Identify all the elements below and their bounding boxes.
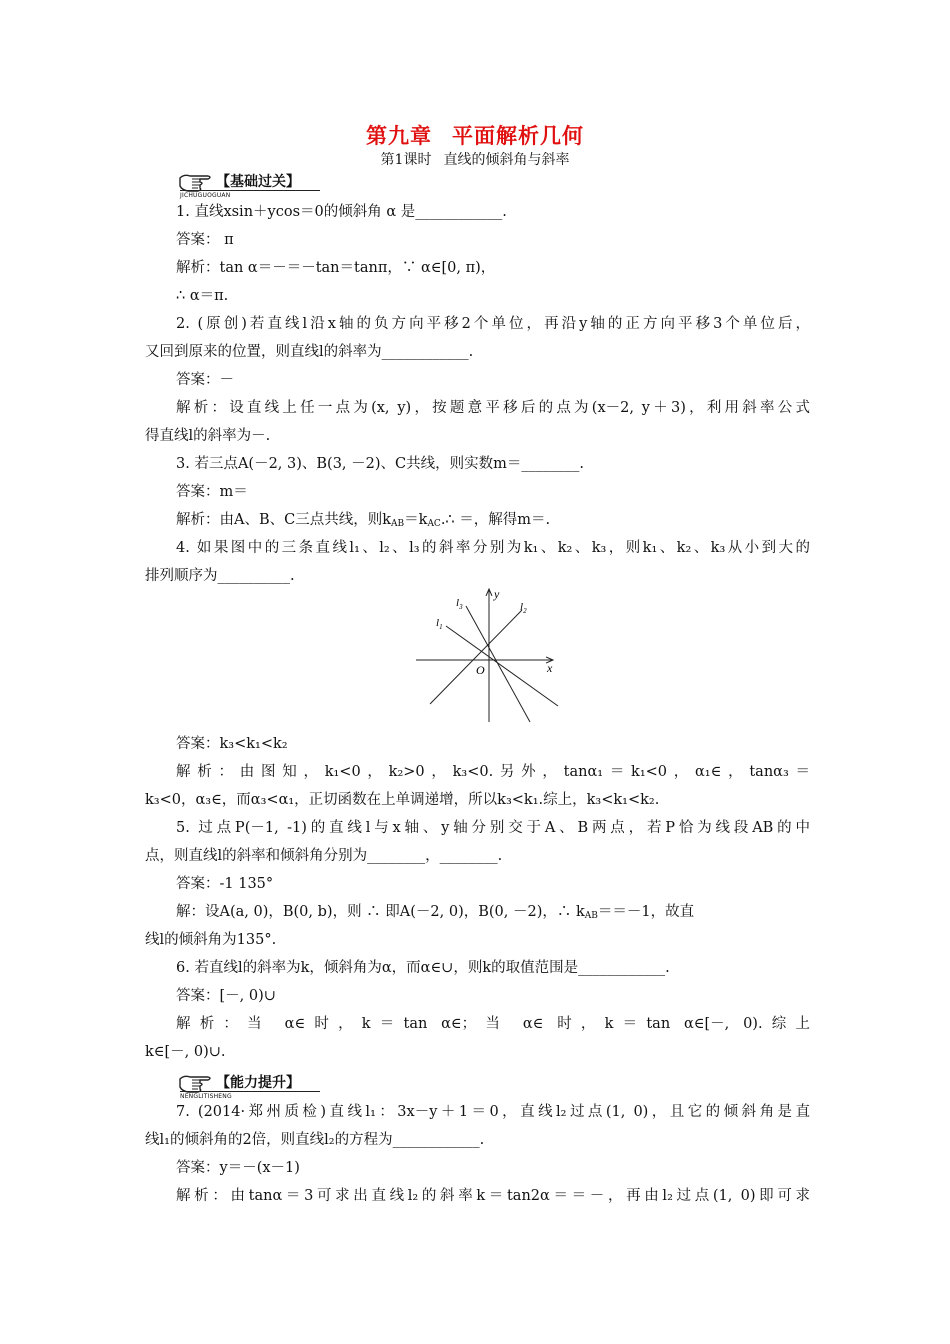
lesson-number: 第1课时 [380, 152, 432, 168]
q5-analysis-tail: ＝＝－1，故直 [597, 904, 695, 920]
lesson-subtitle [0, 149, 950, 169]
q4-analysis: 解析：由图知，k₁<0，k₂>0，k₃<0.另外，tanα₁＝k₁<0，α₁∈，tanα₃＝ [176, 764, 810, 780]
q5-analysis-cont: 线l的倾斜角为135°. [145, 932, 277, 948]
q3-analysis-a: 解析：由A、B、C三点共线，则k [176, 512, 392, 528]
q3-question: 3. 若三点A(－2, 3)、B(3, －2)、C共线，则实数m＝________. [176, 456, 584, 472]
chapter-number: 第九章 [366, 123, 432, 148]
q4-answer: 答案：k₃<k₁<k₂ [176, 736, 288, 752]
q7-question-cont: 线l₁的倾斜角的2倍，则直线l₂的方程为____________. [145, 1132, 485, 1148]
q5-analysis [176, 902, 810, 926]
y-axis-label: y [494, 588, 500, 601]
q2-answer: 答案：－ [176, 372, 234, 388]
q6-analysis-cont: k∈[－, 0)∪. [145, 1044, 226, 1060]
q5-answer: 答案：-1 135° [176, 876, 274, 892]
q1-question: 1. 直线xsin＋ycos＝0的倾斜角 α 是____________. [176, 204, 507, 220]
q6-analysis: 解析：当 α∈时，k＝tan α∈；当 α∈ 时，k＝tan α∈[－, 0).综上 [176, 1016, 810, 1032]
q4-question: 4. 如果图中的三条直线l₁、l₂、l₃的斜率分别为k₁、k₂、k₃，则k₁、k₂、k₃从小到大的 [176, 540, 810, 556]
q3-answer: 答案：m＝ [176, 484, 248, 500]
q7-analysis: 解析：由tanα＝3可求出直线l₂的斜率k＝tan2α＝＝－，再由l₂过点(1, 0)即可求 [176, 1188, 810, 1204]
q3-analysis [176, 510, 810, 534]
q7-answer: 答案：y＝－(x－1) [176, 1160, 300, 1176]
q3-analysis-c: ＝k [404, 512, 428, 528]
section-badge-advanced [178, 1071, 328, 1101]
q5-sub-ab: AB [584, 911, 598, 921]
q3-sub-ab: AB [391, 519, 405, 529]
q2-analysis: 解析：设直线上任一点为(x, y)，按题意平移后的点为(x－2, y＋3)，利用斜率公式 [176, 400, 810, 416]
q5-analysis-main: 解：设A(a, 0)，B(0, b)，则 ∴ 即A(－2, 0)，B(0, －2)，∴ k [176, 904, 585, 920]
q3-sub-ac: AC [427, 519, 441, 529]
l1-label: $l_1$ [436, 617, 443, 631]
q4-question-cont: 排列顺序为__________. [145, 568, 295, 584]
q5-question: 5. 过点P(－1, -1)的直线l与x轴、y轴分别交于A、B两点，若P恰为线段AB的中 [176, 820, 810, 836]
section-label: 【基础过关】 [216, 174, 300, 190]
section-pinyin: NENGLITISHENG [180, 1093, 232, 1100]
q2-question-cont: 又回到原来的位置，则直线l的斜率为____________. [145, 344, 474, 360]
q7-question: 7. (2014·郑州质检)直线l₁：3x－y＋1＝0，直线l₂过点(1, 0)，且它的倾斜角是直 [176, 1104, 810, 1120]
q2-question: 2. (原创)若直线l沿x轴的负方向平移2个单位，再沿y轴的正方向平移3个单位后， [176, 316, 810, 332]
chapter-title [0, 120, 950, 150]
q6-answer: 答案：[－, 0)∪ [176, 988, 276, 1004]
q2-analysis-cont: 得直线l的斜率为－. [145, 428, 271, 444]
l2-label: $l_2$ [520, 601, 527, 615]
l3-label: $l_3$ [456, 597, 463, 611]
section-label: 【能力提升】 [216, 1075, 300, 1091]
q6-question: 6. 若直线l的斜率为k，倾斜角为α，而α∈∪，则k的取值范围是____________. [176, 960, 670, 976]
q3-analysis-e: .∴ ＝，解得m＝. [440, 512, 551, 528]
chapter-name: 平面解析几何 [452, 123, 584, 148]
q1-answer: 答案： π [176, 232, 234, 248]
section-badge-basics [178, 170, 328, 200]
section-pinyin: JICHUGUOGUAN [180, 192, 231, 199]
line-l1 [446, 626, 558, 706]
slope-lines-figure [412, 588, 560, 724]
lesson-topic: 直线的倾斜角与斜率 [443, 152, 570, 168]
origin-label: O [476, 663, 485, 677]
x-axis-label: x [547, 661, 553, 675]
q4-analysis-cont: k₃<0，α₃∈，而α₃<α₁，正切函数在上单调递增，所以k₃<k₁.综上，k₃<k₁<k₂. [145, 792, 660, 808]
q5-question-cont: 点，则直线l的斜率和倾斜角分别为________，________. [145, 848, 503, 864]
divider [180, 1091, 320, 1092]
q1-analysis-cont: ∴ α＝π. [176, 288, 229, 304]
q1-analysis: 解析：tan α＝－＝－tan＝tanπ，∵ α∈[0, π)， [176, 260, 496, 276]
divider [180, 190, 320, 191]
